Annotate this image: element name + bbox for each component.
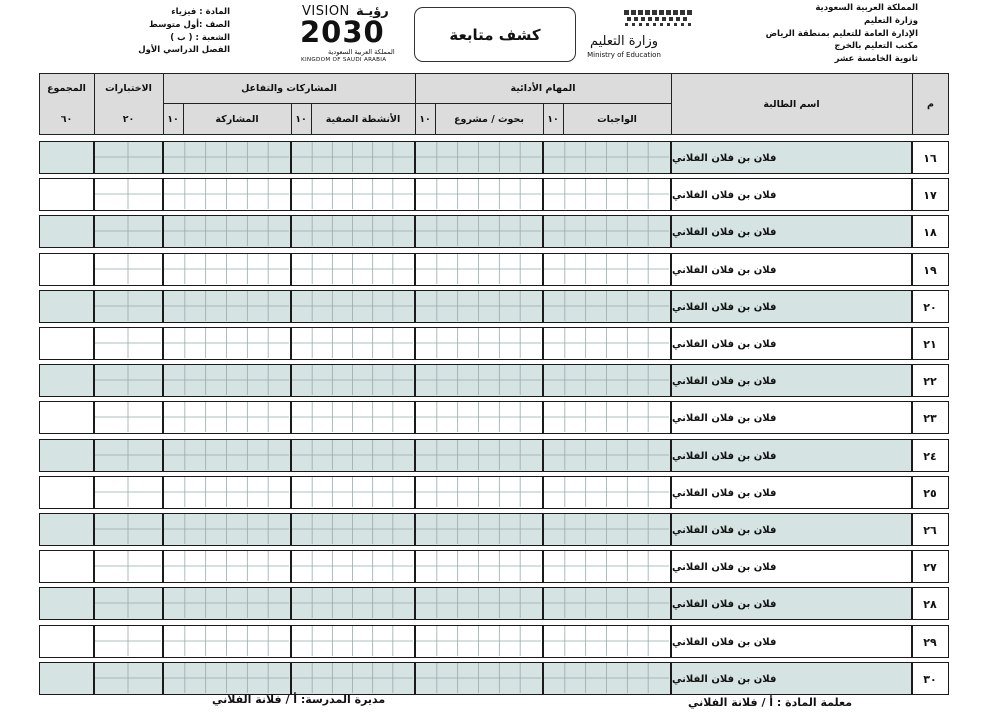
student-name-cell xyxy=(671,625,912,658)
homework-cells[interactable] xyxy=(543,364,671,397)
teacher-signature: معلمة المادة : أ / فلانة الفلاني xyxy=(688,696,853,709)
homework-cells[interactable] xyxy=(543,662,671,695)
research-cells[interactable] xyxy=(415,662,543,695)
total-cell[interactable] xyxy=(39,215,94,248)
sub-activities-max: ١٠ xyxy=(295,113,307,125)
school-info xyxy=(766,2,918,66)
table-header xyxy=(39,73,949,135)
student-name: فلان بن فلان الفلاني xyxy=(672,487,777,499)
activities-cells[interactable] xyxy=(291,253,415,286)
total-cell[interactable] xyxy=(39,587,94,620)
ministry-arabic: وزارة التعليم xyxy=(589,34,659,49)
student-name: فلان بن فلان الفلاني xyxy=(672,264,777,276)
row-number: ٢٤ xyxy=(923,449,937,463)
row-number: ٢٦ xyxy=(923,524,937,537)
table-row xyxy=(39,513,949,546)
group-participation-header: المشاركات والتفاعل xyxy=(241,82,337,94)
table-row xyxy=(39,290,949,323)
directorate-line: الإدارة العامة للتعليم بمنطقة الرياض xyxy=(765,28,918,39)
ministry-dots-icon xyxy=(622,8,698,30)
exams-cell[interactable] xyxy=(94,290,163,323)
ministry-english: Ministry of Education xyxy=(587,51,661,59)
row-number-cell xyxy=(912,178,949,211)
col-total-header: المجموع xyxy=(47,82,86,94)
student-name-cell xyxy=(671,513,912,546)
total-cell[interactable] xyxy=(39,141,94,174)
table-row xyxy=(39,178,949,211)
research-cells[interactable] xyxy=(415,141,543,174)
group-tasks-header: المهام الأدائية xyxy=(510,82,576,94)
student-name-cell xyxy=(671,253,912,286)
row-number-cell xyxy=(912,401,949,434)
table-row xyxy=(39,662,949,695)
research-cells[interactable] xyxy=(415,178,543,211)
participation-cells[interactable] xyxy=(163,253,291,286)
activities-cells[interactable] xyxy=(291,327,415,360)
row-number-cell xyxy=(912,625,949,658)
table-row xyxy=(39,587,949,620)
row-number-cell xyxy=(912,587,949,620)
student-name-cell xyxy=(671,476,912,509)
homework-cells[interactable] xyxy=(543,625,671,658)
total-cell[interactable] xyxy=(39,327,94,360)
sub-participation-max: ١٠ xyxy=(167,113,179,125)
student-name-cell xyxy=(671,662,912,695)
homework-cells[interactable] xyxy=(543,141,671,174)
activities-cells[interactable] xyxy=(291,290,415,323)
total-cell[interactable] xyxy=(39,364,94,397)
table-row xyxy=(39,141,949,174)
homework-cells[interactable] xyxy=(543,253,671,286)
homework-cells[interactable] xyxy=(543,327,671,360)
participation-cells[interactable] xyxy=(163,587,291,620)
exams-cell[interactable] xyxy=(94,662,163,695)
activities-cells[interactable] xyxy=(291,141,415,174)
activities-cells[interactable] xyxy=(291,476,415,509)
student-name-cell xyxy=(671,178,912,211)
student-name-cell xyxy=(671,141,912,174)
student-name-cell xyxy=(671,587,912,620)
student-name-cell xyxy=(671,439,912,472)
col-number-header: م xyxy=(927,98,934,110)
exams-cell[interactable] xyxy=(94,215,163,248)
total-cell[interactable] xyxy=(39,550,94,583)
exams-cell[interactable] xyxy=(94,513,163,546)
participation-cells[interactable] xyxy=(163,550,291,583)
row-number-cell xyxy=(912,253,949,286)
research-cells[interactable] xyxy=(415,253,543,286)
student-name-cell xyxy=(671,215,912,248)
principal-signature: مديرة المدرسة: أ / فلانة الفلاني xyxy=(212,693,386,706)
vision-sub-arabic: المملكة العربية السعودية xyxy=(328,48,395,56)
exams-cell[interactable] xyxy=(94,327,163,360)
student-name-cell xyxy=(671,327,912,360)
semester-line: الفصل الدراسي الأول xyxy=(138,45,230,56)
homework-cells[interactable] xyxy=(543,290,671,323)
participation-cells[interactable] xyxy=(163,625,291,658)
research-cells[interactable] xyxy=(415,401,543,434)
total-cell[interactable] xyxy=(39,439,94,472)
col-name-header: اسم الطالبة xyxy=(763,98,820,110)
row-number: ١٦ xyxy=(923,152,937,165)
ministry-logo xyxy=(586,6,704,64)
student-name-cell xyxy=(671,290,912,323)
activities-cells[interactable] xyxy=(291,215,415,248)
row-number-cell xyxy=(912,662,949,695)
research-cells[interactable] xyxy=(415,513,543,546)
homework-cells[interactable] xyxy=(543,587,671,620)
exams-cell[interactable] xyxy=(94,141,163,174)
student-name-cell xyxy=(671,364,912,397)
research-cells[interactable] xyxy=(415,625,543,658)
student-name: فلان بن فلان الفلاني xyxy=(672,636,777,648)
student-name: فلان بن فلان الفلاني xyxy=(672,525,777,536)
student-name: فلان بن فلان الفلاني xyxy=(672,301,777,313)
homework-cells[interactable] xyxy=(543,476,671,509)
row-number: ١٨ xyxy=(923,226,937,240)
sub-homework-max: ١٠ xyxy=(547,113,559,125)
student-name: فلان بن فلان الفلاني xyxy=(672,190,777,202)
row-number: ٢٢ xyxy=(923,375,937,389)
exams-cell[interactable] xyxy=(94,401,163,434)
homework-cells[interactable] xyxy=(543,178,671,211)
homework-cells[interactable] xyxy=(543,439,671,472)
page-title: كشف متابعة xyxy=(414,7,576,62)
student-name: فلان بن فلان الفلاني xyxy=(672,562,777,574)
row-number: ٢٣ xyxy=(923,412,937,426)
student-name: فلان بن فلان الفلاني xyxy=(672,599,777,611)
row-number-cell xyxy=(912,476,949,509)
row-number: ٢٥ xyxy=(923,486,937,500)
grade-line: الصف :أول متوسط xyxy=(148,19,230,30)
exams-max: ٢٠ xyxy=(122,113,135,125)
office-line: مكتب التعليم بالخرج xyxy=(834,41,918,52)
participation-cells[interactable] xyxy=(163,401,291,434)
exams-cell[interactable] xyxy=(94,178,163,211)
research-cells[interactable] xyxy=(415,550,543,583)
student-name: فلان بن فلان الفلاني xyxy=(672,673,777,685)
row-number: ٢٩ xyxy=(923,635,937,649)
homework-cells[interactable] xyxy=(543,401,671,434)
research-cells[interactable] xyxy=(415,587,543,620)
row-number: ٢٨ xyxy=(923,598,937,612)
activities-cells[interactable] xyxy=(291,587,415,620)
exams-cell[interactable] xyxy=(94,587,163,620)
kingdom-line: المملكة العربية السعودية xyxy=(815,3,918,13)
exams-cell[interactable] xyxy=(94,476,163,509)
col-exams-header: الاختبارات xyxy=(105,82,152,94)
class-info xyxy=(140,6,230,57)
school-line: ثانوية الخامسة عشر xyxy=(834,54,918,65)
homework-cells[interactable] xyxy=(543,513,671,546)
exams-cell[interactable] xyxy=(94,625,163,658)
activities-cells[interactable] xyxy=(291,662,415,695)
row-number: ٢١ xyxy=(923,338,937,351)
student-name: فلان بن فلان الفلاني xyxy=(672,376,777,388)
vision-arabic: رؤيـة xyxy=(356,4,389,19)
research-cells[interactable] xyxy=(415,476,543,509)
participation-cells[interactable] xyxy=(163,513,291,546)
total-cell[interactable] xyxy=(39,290,94,323)
row-number-cell xyxy=(912,290,949,323)
total-cell[interactable] xyxy=(39,401,94,434)
student-name-cell xyxy=(671,401,912,434)
table-row xyxy=(39,401,949,434)
vision-year: 2030 xyxy=(300,15,385,49)
participation-cells[interactable] xyxy=(163,439,291,472)
ministry-line: وزارة التعليم xyxy=(864,15,918,26)
student-name: فلان بن فلان الفلاني xyxy=(672,153,777,164)
participation-cells[interactable] xyxy=(163,141,291,174)
row-number-cell xyxy=(912,141,949,174)
total-cell[interactable] xyxy=(39,476,94,509)
activities-cells[interactable] xyxy=(291,178,415,211)
exams-cell[interactable] xyxy=(94,253,163,286)
table-row xyxy=(39,364,949,397)
research-cells[interactable] xyxy=(415,327,543,360)
student-name: فلان بن فلان الفلاني xyxy=(672,339,777,350)
participation-cells[interactable] xyxy=(163,178,291,211)
vision-2030-logo xyxy=(298,4,398,66)
table-row xyxy=(39,439,949,472)
student-name: فلان بن فلان الفلاني xyxy=(672,450,777,462)
homework-cells[interactable] xyxy=(543,550,671,583)
student-name-cell xyxy=(671,550,912,583)
table-row xyxy=(39,550,949,583)
activities-cells[interactable] xyxy=(291,550,415,583)
row-number: ١٩ xyxy=(923,263,937,277)
sub-research-header: بحوث / مشروع xyxy=(454,113,524,125)
participation-cells[interactable] xyxy=(163,662,291,695)
row-number-cell xyxy=(912,215,949,248)
row-number: ١٧ xyxy=(923,189,937,203)
total-max: ٦٠ xyxy=(60,113,73,125)
participation-cells[interactable] xyxy=(163,364,291,397)
activities-cells[interactable] xyxy=(291,513,415,546)
participation-cells[interactable] xyxy=(163,476,291,509)
homework-cells[interactable] xyxy=(543,215,671,248)
row-number-cell xyxy=(912,327,949,360)
student-name: فلان بن فلان الفلاني xyxy=(672,413,777,425)
research-cells[interactable] xyxy=(415,290,543,323)
exams-cell[interactable] xyxy=(94,550,163,583)
sub-research-max: ١٠ xyxy=(419,113,431,125)
activities-cells[interactable] xyxy=(291,439,415,472)
participation-cells[interactable] xyxy=(163,290,291,323)
row-number-cell xyxy=(912,439,949,472)
row-number-cell xyxy=(912,550,949,583)
activities-cells[interactable] xyxy=(291,625,415,658)
sub-activities-header: الأنشطة الصفية xyxy=(325,113,401,125)
table-row xyxy=(39,625,949,658)
row-number: ٢٧ xyxy=(923,561,937,575)
exams-cell[interactable] xyxy=(94,439,163,472)
participation-cells[interactable] xyxy=(163,215,291,248)
table-row xyxy=(39,215,949,248)
research-cells[interactable] xyxy=(415,215,543,248)
table-row xyxy=(39,327,949,360)
sub-homework-header: الواجبات xyxy=(597,113,637,125)
row-number: ٣٠ xyxy=(923,672,937,686)
table-row xyxy=(39,476,949,509)
row-number-cell xyxy=(912,513,949,546)
subject-line: المادة : فيزياء xyxy=(171,7,230,17)
activities-cells[interactable] xyxy=(291,364,415,397)
research-cells[interactable] xyxy=(415,364,543,397)
total-cell[interactable] xyxy=(39,513,94,546)
total-cell[interactable] xyxy=(39,662,94,695)
table-row xyxy=(39,253,949,286)
activities-cells[interactable] xyxy=(291,401,415,434)
research-cells[interactable] xyxy=(415,439,543,472)
participation-cells[interactable] xyxy=(163,327,291,360)
total-cell[interactable] xyxy=(39,253,94,286)
row-number-cell xyxy=(912,364,949,397)
vision-sub-english: KINGDOM OF SAUDI ARABIA xyxy=(301,57,387,63)
total-cell[interactable] xyxy=(39,178,94,211)
sub-participation-header: المشاركة xyxy=(215,113,259,125)
section-line: الشعبة : ( ب ) xyxy=(170,32,230,43)
vision-word: VISION xyxy=(302,4,350,19)
student-name: فلان بن فلان الفلاني xyxy=(672,227,777,239)
total-cell[interactable] xyxy=(39,625,94,658)
exams-cell[interactable] xyxy=(94,364,163,397)
row-number: ٢٠ xyxy=(923,300,937,314)
